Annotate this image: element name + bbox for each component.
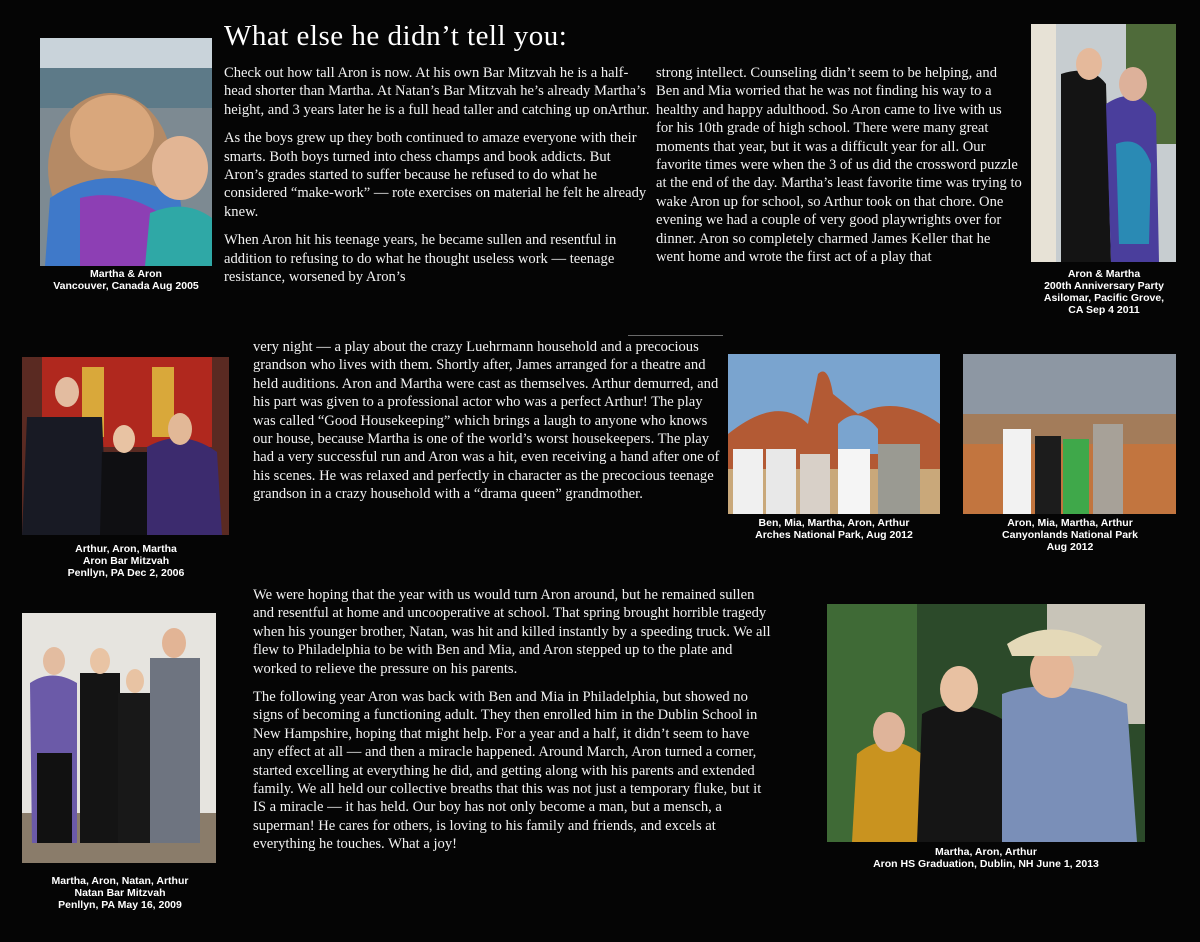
paragraph: When Aron hit his teenage years, he became sullen and resentful in addition to refusing to do what he thought useless work — teenage resistance, worsened by Aron’s — [224, 232, 617, 286]
photo-aron-bar-mitzvah — [22, 357, 229, 535]
paragraph: The following year Aron was back with Ben and Mia in Philadelphia, but showed no signs of becoming a functioning adult. They then enrolled him in the Dublin School in New Hampshire, hoping that might help. For a year and a half, it didn’t seem to have any effect at all — and then a miracle happened. Around March, Aron turned a corner, started excelling at everything he did, and getting along with his parents and extended family. We all held our collective breaths that this was not just a temporary fluke, but it IS a miracle — it has held. Our boy has not only become a man, but a mensch, a superman! He cares for others, is loving to his family and friends, and excels at everything he touches. What a joy! — [253, 689, 762, 853]
text-column-3 — [253, 338, 723, 514]
text-column-1 — [224, 64, 650, 296]
caption-asilomar: Aron & Martha 200th Anniversary Party Asilomar, Pacific Grove, CA Sep 4 2011 — [1043, 268, 1165, 316]
divider — [628, 335, 723, 336]
caption-aron-bar-mitzvah: Arthur, Aron, Martha Aron Bar Mitzvah Penllyn, PA Dec 2, 2006 — [67, 543, 185, 579]
photo-natan-bar-mitzvah — [22, 613, 216, 863]
caption-vancouver: Martha & Aron Vancouver, Canada Aug 2005 — [53, 268, 199, 292]
caption-natan-bar-mitzvah: Martha, Aron, Natan, Arthur Natan Bar Mitzvah Penllyn, PA May 16, 2009 — [51, 875, 189, 911]
paragraph: We were hoping that the year with us would turn Aron around, but he remained sullen and resentful at home and uncooperative at school. That spring brought horrible tragedy when his younger brother, Natan, was hit and killed instantly by a speeding truck. We all flew to Philadelphia to be with Ben and Mia, and Aron stepped up to the plate and worked to relieve the pressure on his parents. — [253, 587, 771, 677]
paragraph: very night — a play about the crazy Luehrmann household and a precocious grandson who lives with them. Shortly after, James arranged for a theatre and held auditions. Aron and Martha were cast as themselves. Arthur demurred, and his part was given to a professional actor who was a perfect Arthur! The play was called “Good Housekeeping” which brings a laugh to anyone who knows our house, because Martha is one of the world’s worst housekeepers. The play had a very successful run and Aron was a hit, even receiving a hand after one of his scenes. He was relaxed and perfectly in character as the precocious teenage grandson in a crazy household with a “drama queen” grandmother. — [253, 339, 720, 503]
photo-canyonlands — [963, 354, 1176, 514]
paragraph: As the boys grew up they both continued to amaze everyone with their smarts. Both boys turned into chess champs and book addicts. But Aron’s grades started to suffer because he refused to do what he considered “make-work” — rote exercises on material he felt he already knew. — [224, 130, 647, 220]
photo-arches — [728, 354, 940, 514]
text-column-2 — [656, 64, 1022, 276]
photo-vancouver — [40, 38, 212, 266]
caption-graduation: Martha, Aron, Arthur Aron HS Graduation, Dublin, NH June 1, 2013 — [873, 846, 1099, 870]
caption-arches: Ben, Mia, Martha, Aron, Arthur Arches National Park, Aug 2012 — [755, 517, 913, 541]
caption-canyonlands: Aron, Mia, Martha, Arthur Canyonlands National Park Aug 2012 — [1002, 517, 1138, 553]
photo-asilomar — [1031, 24, 1176, 262]
page-title: What else he didn’t tell you: — [224, 20, 568, 52]
photo-graduation — [827, 604, 1145, 842]
paragraph: strong intellect. Counseling didn’t seem to be helping, and Ben and Mia worried that he was not finding his way to a healthy and happy adulthood. So Aron came to live with us for his 10th grade of high school. There were many great moments that year, but it was a difficult year for all. Our favorite times were when the 3 of us did the crossword puzzle at the end of the day. Martha’s least favorite time was trying to wake Aron up for school, so Arthur took on that chore. One evening we had a couple of very good playwrights over for dinner. Aron so completely charmed James Keller that he went home and wrote the first act of a play that — [656, 65, 1022, 266]
text-column-4 — [253, 586, 773, 864]
paragraph: Check out how tall Aron is now. At his own Bar Mitzvah he is a half-head shorter than Martha. At Natan’s Bar Mitzvah he’s already Martha’s height, and 3 years later he is a full head taller and catching up onArthur. — [224, 65, 650, 118]
